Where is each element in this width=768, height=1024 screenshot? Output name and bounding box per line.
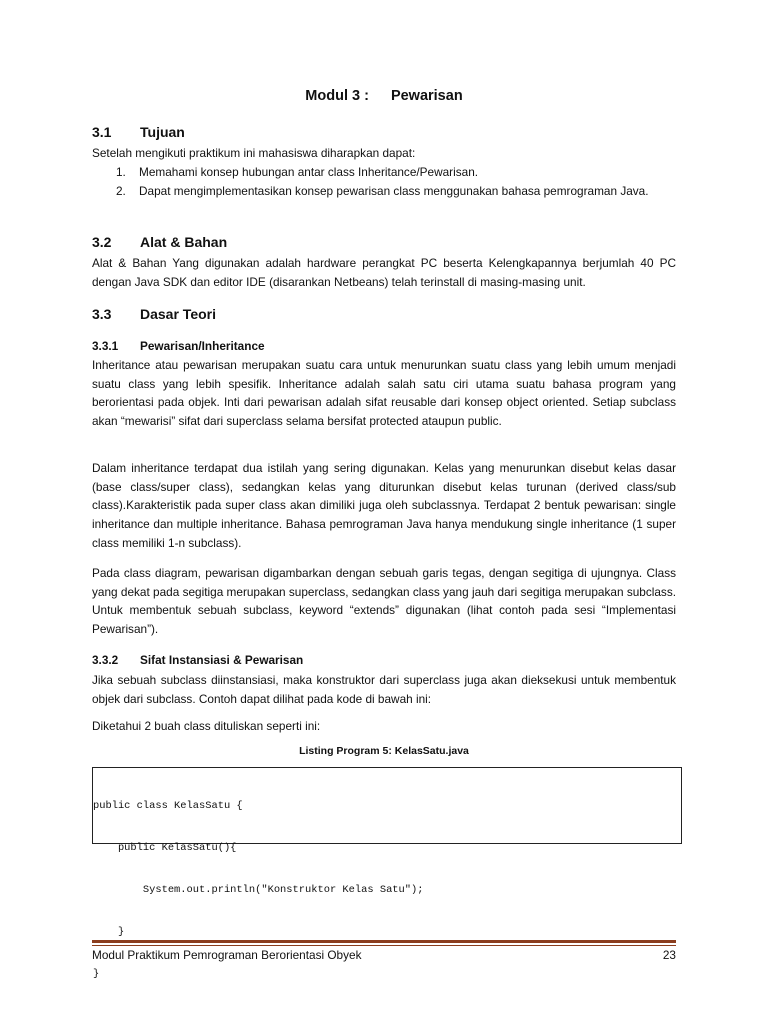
code-line: public KelasSatu(){ [93, 842, 237, 854]
inheritance-paragraph-3: Pada class diagram, pewarisan digambarkan dengan sebuah garis tegas, dengan segitiga di ujungnya. Class yang dekat pada segitiga merupakan superclass, sedangkan class yang jauh dari segitiga merupakan subclass. Untuk membentuk sebuah subclass, keyword “extends” digunakan (lihat contoh pada sesi “Implementasi Pewarisan”). [92, 566, 676, 637]
subsection-heading-3-3-2 [92, 653, 303, 667]
diketahui-line: Diketahui 2 buah class dituliskan seperti ini: [92, 719, 321, 733]
tujuan-intro: Setelah mengikuti praktikum ini mahasiswa diharapkan dapat: [92, 146, 416, 160]
page-title [92, 88, 676, 104]
section-heading-3-2 [92, 234, 227, 250]
section-number: 3.1 [92, 124, 112, 140]
subsection-heading-3-3-1 [92, 339, 265, 353]
section-heading-3-3 [92, 306, 216, 322]
footer-title: Modul Praktikum Pemrograman Berorientasi Obyek [92, 948, 362, 962]
module-name: Pewarisan [390, 88, 463, 104]
list-item: 1. Memahami konsep hubungan antar class Inheritance/Pewarisan. [116, 165, 479, 179]
section-title: Alat & Bahan [140, 234, 228, 250]
tujuan-list [116, 163, 676, 200]
code-line: public class KelasSatu { [93, 800, 243, 812]
alat-bahan-paragraph: Alat & Bahan Yang digunakan adalah hardware perangkat PC beserta Kelengkapannya berjumlah 40 PC dengan Java SDK dan editor IDE (disarankan Netbeans) telah terinstall di masing-masing unit. [92, 256, 676, 289]
section-number: 3.2 [92, 234, 112, 250]
code-line: } [93, 926, 125, 938]
section-number: 3.3 [92, 306, 112, 322]
inheritance-paragraph-1: Inheritance atau pewarisan merupakan suatu cara untuk menurunkan suatu class yang lebih umum menjadi suatu class yang lebih spesifik. Inheritance adalah salah satu ciri utama suatu bahasa program yang berorientasi pada objek. Inti dari pewarisan adalah sifat reusable dari konsep object oriented. Setiap subclass akan “mewarisi” sifat dari superclass selama bersifat protected ataupun public. [92, 358, 676, 429]
page-number: 23 [662, 948, 676, 962]
inheritance-paragraph-2: Dalam inheritance terdapat dua istilah yang sering digunakan. Kelas yang menurunkan disebut kelas dasar (base class/super class), sedangkan kelas yang diturunkan disebut kelas turunan (derived class/sub class).Karakteristik pada super class akan dimiliki juga oleh subclassnya. Terdapat 2 bentuk pewarisan: single inheritance dan multiple inheritance. Bahasa pemrograman Java hanya mendukung single inheritance (1 super class memiliki 1-n subclass). [92, 461, 676, 550]
instansiasi-paragraph: Jika sebuah subclass diinstansiasi, maka konstruktor dari superclass juga akan dieksekusi untuk membentuk objek dari subclass. Contoh dapat dilihat pada kode di bawah ini: [92, 673, 676, 706]
section-title: Tujuan [140, 124, 185, 140]
subsection-number: 3.3.2 [92, 653, 119, 667]
code-line: System.out.println("Konstruktor Kelas Satu"); [93, 884, 424, 896]
section-title: Dasar Teori [140, 306, 216, 322]
listing-caption: Listing Program 5: KelasSatu.java [299, 745, 469, 757]
subsection-number: 3.3.1 [92, 339, 119, 353]
footer-rule-thin [92, 945, 676, 946]
section-heading-3-1 [92, 124, 185, 140]
subsection-title: Pewarisan/Inheritance [140, 339, 265, 353]
module-number: Modul 3 : [305, 88, 369, 104]
list-item: 2. Dapat mengimplementasikan konsep pewarisan class menggunakan bahasa pemrograman Java. [116, 183, 649, 198]
code-line: } [93, 968, 100, 980]
subsection-title: Sifat Instansiasi & Pewarisan [140, 653, 304, 667]
footer-rule-thick [92, 940, 676, 943]
document-page [92, 0, 676, 1024]
